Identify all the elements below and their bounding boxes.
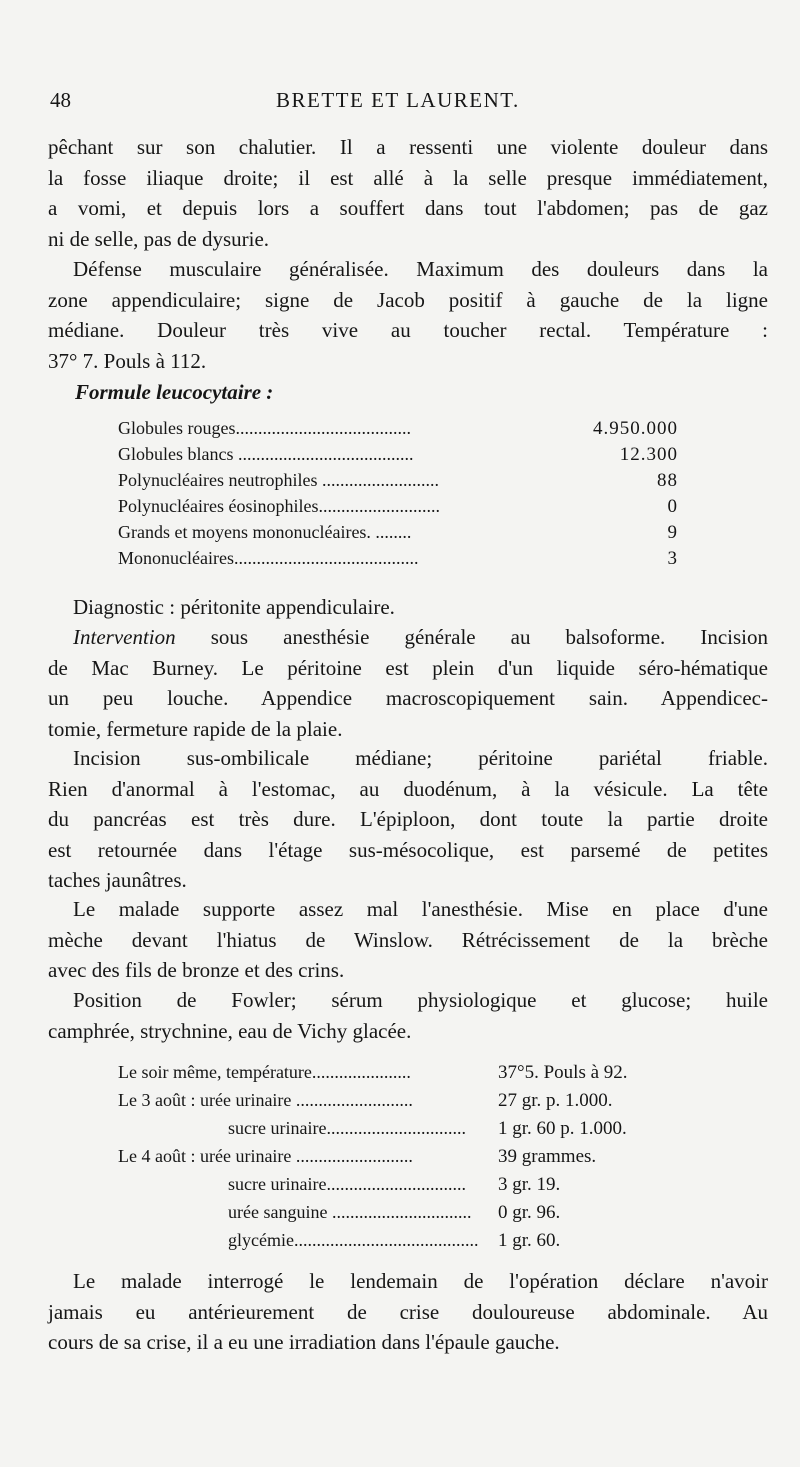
formula-value: 12.300 bbox=[619, 444, 678, 465]
lab-value: 1 gr. 60 p. 1.000. bbox=[498, 1118, 627, 1139]
text-line: Défense musculaire généralisée. Maximum des douleurs dans la bbox=[73, 257, 768, 281]
text-line bbox=[48, 622, 768, 653]
intervention-lead: Intervention bbox=[73, 625, 176, 649]
paragraph-followup bbox=[48, 1266, 768, 1358]
formula-value: 3 bbox=[667, 548, 678, 569]
lab-row bbox=[118, 1118, 718, 1148]
lab-label: glycémie......................................... bbox=[228, 1230, 478, 1250]
text-line: a vomi, et depuis lors a souffert dans tout l'abdomen; pas de gaz bbox=[48, 196, 768, 220]
lab-row bbox=[118, 1174, 718, 1204]
text-line: du pancréas est très dure. L'épiploon, dont toute la partie droite bbox=[48, 807, 768, 831]
lab-row bbox=[118, 1146, 718, 1176]
page-number: 48 bbox=[50, 88, 71, 112]
text-line: mèche devant l'hiatus de Winslow. Rétrécissement de la brèche bbox=[48, 927, 768, 952]
text-line: est retournée dans l'étage sus-mésocolique, est parsemé de petites bbox=[48, 837, 768, 862]
formula-title: Formule leucocytaire : bbox=[75, 380, 274, 404]
lab-row bbox=[118, 1202, 718, 1232]
formula-label: Globules rouges....................................... bbox=[118, 418, 411, 438]
lab-value: 39 grammes. bbox=[498, 1146, 597, 1167]
paragraph-history bbox=[48, 132, 768, 254]
formula-label: Polynucléaires neutrophiles .......................... bbox=[118, 470, 439, 490]
formula-label: Globules blancs ....................................... bbox=[118, 444, 414, 464]
lab-label: sucre urinaire............................... bbox=[228, 1118, 466, 1138]
formula-row bbox=[118, 548, 678, 574]
formula-label: Mononucléaires......................................... bbox=[118, 548, 419, 568]
text-line: 37° 7. Pouls à 112. bbox=[48, 348, 207, 373]
formula-label: Polynucléaires éosinophiles........................... bbox=[118, 496, 440, 516]
paragraph-examination bbox=[48, 254, 768, 376]
text-line: zone appendiculaire; signe de Jacob positif à gauche de la ligne bbox=[48, 287, 768, 312]
text-line: la fosse iliaque droite; il est allé à la selle presque immédiatement, bbox=[48, 165, 768, 190]
text-line: tomie, fermeture rapide de la plaie. bbox=[48, 716, 343, 741]
lab-label: sucre urinaire............................... bbox=[228, 1174, 466, 1194]
text-line: jamais eu antérieurement de crise douloureuse abdominale. Au bbox=[48, 1299, 768, 1324]
formula-value: 88 bbox=[657, 470, 678, 491]
text-line: un peu louche. Appendice macroscopiquement sain. Appendicec- bbox=[48, 686, 768, 710]
formula-value: 9 bbox=[667, 522, 678, 543]
lab-row bbox=[118, 1090, 718, 1120]
lab-row bbox=[118, 1230, 718, 1260]
text-line: pêchant sur son chalutier. Il a ressenti une violente douleur dans bbox=[48, 135, 768, 159]
formula-value: 4.950.000 bbox=[593, 418, 678, 439]
lab-value: 0 gr. 96. bbox=[498, 1202, 561, 1223]
formula-row bbox=[118, 470, 678, 496]
paragraph-postop bbox=[48, 985, 768, 1046]
lab-label: Le 3 août : urée urinaire .......................... bbox=[118, 1090, 413, 1110]
text-line: Le malade supporte assez mal l'anesthésie. Mise en place d'une bbox=[73, 897, 768, 921]
lab-label: urée sanguine ............................... bbox=[228, 1202, 472, 1222]
lab-value: 3 gr. 19. bbox=[498, 1174, 561, 1195]
text-line: Diagnostic : péritonite appendiculaire. bbox=[73, 595, 395, 619]
lab-label: Le soir même, température...................... bbox=[118, 1062, 411, 1082]
paragraph-diagnosis bbox=[48, 592, 768, 623]
paragraph-anesthesia bbox=[48, 894, 768, 986]
lab-value: 1 gr. 60. bbox=[498, 1230, 561, 1251]
text-line: Le malade interrogé le lendemain de l'opération déclare n'avoir bbox=[73, 1269, 768, 1293]
formula-value: 0 bbox=[667, 496, 678, 517]
lab-label: Le 4 août : urée urinaire .......................... bbox=[118, 1146, 413, 1166]
text-line: ni de selle, pas de dysurie. bbox=[48, 226, 270, 251]
text-line: camphrée, strychnine, eau de Vichy glacée. bbox=[48, 1018, 412, 1043]
lab-value: 37°5. Pouls à 92. bbox=[498, 1062, 628, 1083]
paragraph-intervention bbox=[48, 622, 768, 744]
formula-row bbox=[118, 522, 678, 548]
paragraph-incision bbox=[48, 743, 768, 896]
text-fragment: sous anesthésie générale au balsoforme. Incision bbox=[175, 625, 768, 649]
formula-row bbox=[118, 418, 678, 444]
running-title: BRETTE ET LAURENT. bbox=[276, 88, 520, 112]
formula-row bbox=[118, 444, 678, 470]
text-line: médiane. Douleur très vive au toucher rectal. Température : bbox=[48, 318, 768, 342]
text-line: de Mac Burney. Le péritoine est plein d'un liquide séro-hématique bbox=[48, 655, 768, 680]
text-line: taches jaunâtres. bbox=[48, 868, 187, 892]
text-line: Position de Fowler; sérum physiologique et glucose; huile bbox=[73, 988, 768, 1012]
formula-label: Grands et moyens mononucléaires. ........ bbox=[118, 522, 412, 542]
text-line: Rien d'anormal à l'estomac, au duodénum, à la vésicule. La tête bbox=[48, 776, 768, 801]
text-line: Incision sus-ombilicale médiane; péritoine pariétal friable. bbox=[73, 746, 768, 770]
lab-value: 27 gr. p. 1.000. bbox=[498, 1090, 613, 1111]
formula-row bbox=[118, 496, 678, 522]
text-line: avec des fils de bronze et des crins. bbox=[48, 958, 345, 982]
lab-row bbox=[118, 1062, 718, 1092]
text-line: cours de sa crise, il a eu une irradiation dans l'épaule gauche. bbox=[48, 1330, 560, 1354]
